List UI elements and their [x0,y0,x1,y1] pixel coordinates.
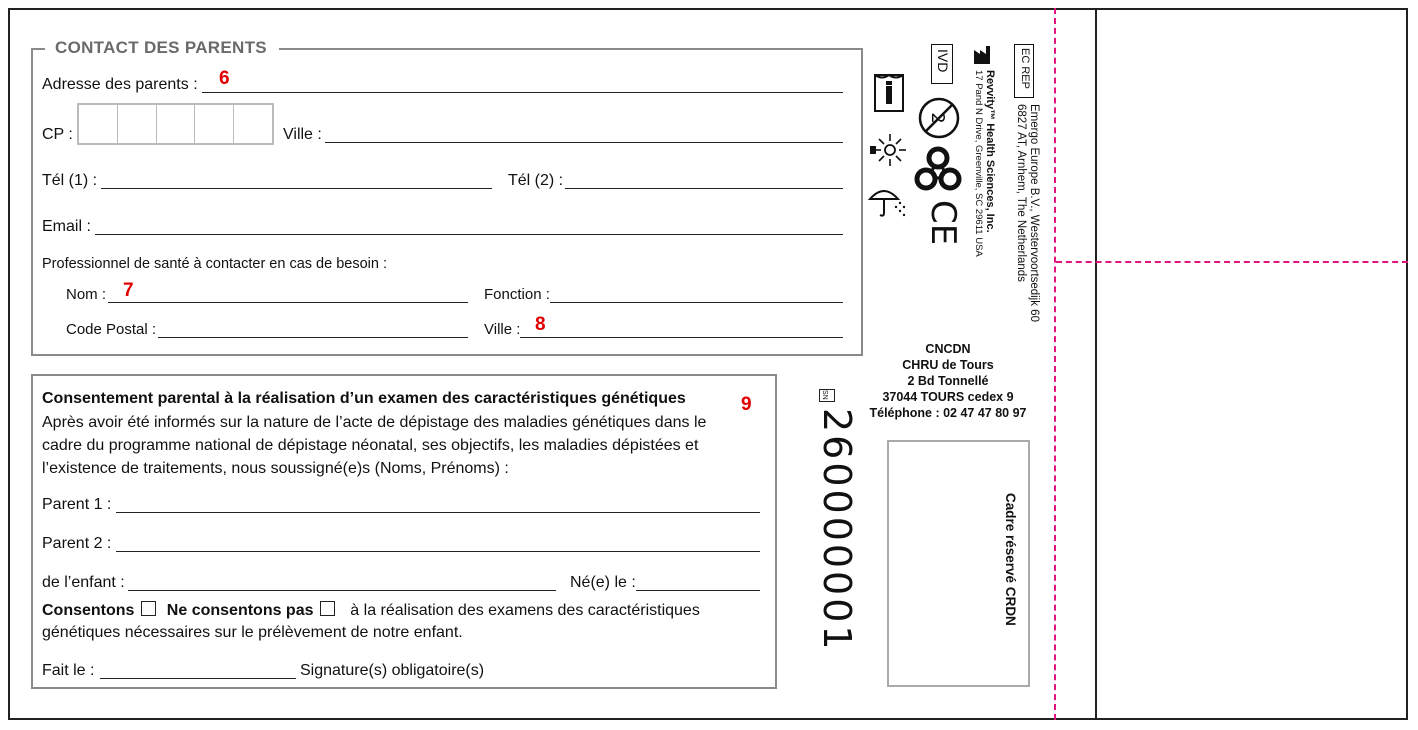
fonction-label: Fonction : [484,286,550,303]
enfant-label: de l’enfant : [42,574,125,591]
tel1-label: Tél (1) : [42,172,98,189]
fait-le-field[interactable] [100,678,296,679]
adresse-field[interactable] [202,92,843,93]
return-address: CNCDN CHRU de Tours 2 Bd Tonnellé 37044 TOURS cedex 9 Téléphone : 02 47 47 80 97 [869,342,1027,420]
do-not-reuse-icon [916,95,962,141]
consent-para-line2: cadre du programme national de dépistage néonatal, ses objectifs, les maladies dépistées et [42,437,699,454]
consent-choice-row [42,601,700,620]
marker-9: 9 [741,394,752,415]
instructions-for-use-icon [872,72,906,114]
ivd-symbol: IVD [931,44,953,84]
serial-number-symbol: SN [819,389,835,402]
enfant-field[interactable] [128,590,556,591]
svg-text:2: 2 [927,112,948,124]
consentons-checkbox[interactable] [141,601,156,616]
code-postal-label: Code Postal : [66,321,157,338]
consent-para-line3: l’existence de traitements, nous soussigné(e)s (Noms, Prénoms) : [42,460,509,477]
contact-section [31,48,863,356]
manufacturer-text: Revvity™ Health Sciences, Inc. 17 Pand N Drive, Greenville, SC 29611 USA [973,70,996,257]
consent-text-line2: génétiques nécessaires sur le prélèvement de notre enfant. [42,624,463,641]
marker-7: 7 [123,280,134,301]
cp-label: CP : [42,126,73,143]
light-sensitive-icon [868,132,910,170]
ec-rep-symbol: EC REP [1014,44,1034,98]
parent1-field[interactable] [116,512,760,513]
tel1-field[interactable] [101,188,492,189]
consent-para-line1: Après avoir été informés sur la nature de l’acte de dépistage des maladies génétiques dans le [42,414,707,431]
ne-field[interactable] [636,590,760,591]
ne-label: Né(e) le : [570,574,636,591]
ce-mark: CE [923,200,963,246]
tel2-field[interactable] [565,188,843,189]
email-field[interactable] [95,234,843,235]
tel2-label: Tél (2) : [508,172,564,189]
ne-consentons-pas-checkbox[interactable] [320,601,335,616]
fonction-field[interactable] [550,302,843,303]
adresse-label: Adresse des parents : [42,76,198,93]
biohazard-icon [912,146,964,196]
fold-line-vertical [1054,8,1056,720]
nom-label: Nom : [66,286,107,303]
fold-line-horizontal [1056,261,1408,263]
code-postal-field[interactable] [158,337,468,338]
contact-legend: CONTACT DES PARENTS [45,38,279,58]
parent2-label: Parent 2 : [42,535,112,552]
consent-title: Consentement parental à la réalisation d’un examen des caractéristiques génétiques [42,390,686,407]
tear-off-divider [1095,8,1097,720]
marker-8: 8 [535,314,546,335]
cp-field[interactable] [77,103,274,145]
fait-le-label: Fait le : [42,662,95,679]
marker-6: 6 [219,68,230,89]
serial-number: 260000001 [815,408,859,653]
manufacturer-icon [972,44,992,66]
parent1-label: Parent 1 : [42,496,112,513]
pro-label: Professionnel de santé à contacter en cas de besoin : [42,256,387,272]
consent-text-line1: à la réalisation des examens des caractéristiques [350,602,700,619]
ville2-label: Ville : [484,321,521,338]
ville-field[interactable] [325,142,843,143]
signature-label: Signature(s) obligatoire(s) [300,662,485,679]
crdn-label: Cadre réservé CRDN [1003,493,1018,626]
nom-field[interactable] [108,302,468,303]
keep-dry-icon [866,183,910,221]
parent2-field[interactable] [116,551,760,552]
ville-label: Ville : [283,126,322,143]
ville2-field[interactable] [520,337,843,338]
ne-consentons-pas-label: Ne consentons pas [166,602,314,619]
ec-rep-address: Emergo Europe B.V., Westervoortsedijk 60 6827 AT, Arnhem, The Netherlands [1015,104,1040,322]
consentons-label: Consentons [42,602,135,619]
email-label: Email : [42,218,91,235]
